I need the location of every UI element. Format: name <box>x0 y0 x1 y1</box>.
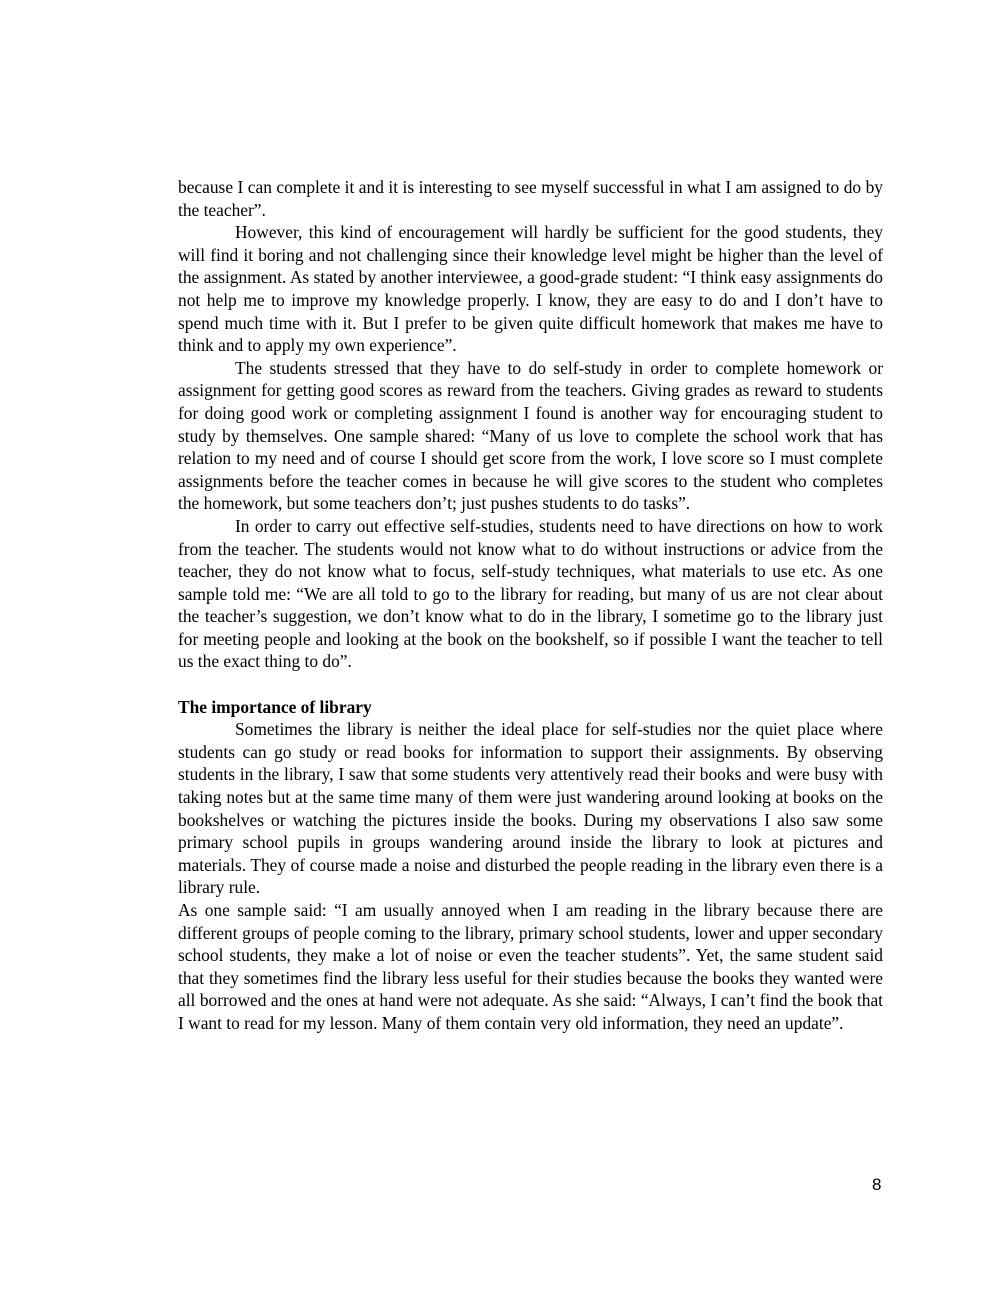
page-number: 8 <box>872 1175 882 1194</box>
paragraph: However, this kind of encouragement will hardly be sufficient for the good students, they will find it boring and not challenging since their knowledge level might be higher than the level of the assignment. As stated by another interviewee, a good-grade student: “I think easy assignments do not help me to improve my knowledge properly. I know, they are easy to do and I don’t have to spend much time with it. But I prefer to be given quite difficult homework that makes me have to think and to apply my own experience”. <box>178 222 883 356</box>
paragraph: In order to carry out effective self-studies, students need to have directions on how to work from the teacher. The students would not know what to do without instructions or advice from the teacher, they do not know what to focus, self-study techniques, what materials to use etc. As one sample told me: “We are all told to go to the library for reading, but many of us are not clear about the teacher’s suggestion, we don’t know what to do in the library, I sometime go to the library just for meeting people and looking at the book on the bookshelf, so if possible I want the teacher to tell us the exact thing to do”. <box>178 515 883 672</box>
paragraph: As one sample said: “I am usually annoyed when I am reading in the library because there are different groups of people coming to the library, primary school students, lower and upper secondary school students, they make a lot of noise or even the teacher students”. Yet, the same student said that they sometimes find the library less useful for their studies because the books they wanted were all borrowed and the ones at hand were not adequate. As she said: “Always, I can’t find the book that I want to read for my lesson. Many of them contain very old information, they need an update”. <box>178 900 883 1033</box>
paragraph-continued: because I can complete it and it is interesting to see myself successful in what I am assigned to do by the teacher”. <box>178 177 883 220</box>
section-heading: The importance of library <box>178 696 372 717</box>
paragraph: The students stressed that they have to do self-study in order to complete homework or assignment for getting good scores as reward from the teachers. Giving grades as reward to students for doing good work or completing assignment I found is another way for encouraging student to study by themselves. One sample shared: “Many of us love to complete the school work that has relation to my need and of course I should get score from the work, I love score so I must complete assignments before the teacher comes in because he will give scores to the student who completes the homework, but some teachers don’t; just pushes students to do tasks”. <box>178 357 883 514</box>
body-text <box>178 176 883 1035</box>
paragraph: Sometimes the library is neither the ideal place for self-studies nor the quiet place where students can go study or read books for information to support their assignments. By observing students in the library, I saw that some students very attentively read their books and were busy with taking notes but at the same time many of them were just wandering around looking at books on the bookshelves or watching the pictures inside the books. During my observations I also saw some primary school pupils in groups wandering around inside the library to look at pictures and materials. They of course made a noise and disturbed the people reading in the library even there is a library rule. <box>178 719 883 898</box>
